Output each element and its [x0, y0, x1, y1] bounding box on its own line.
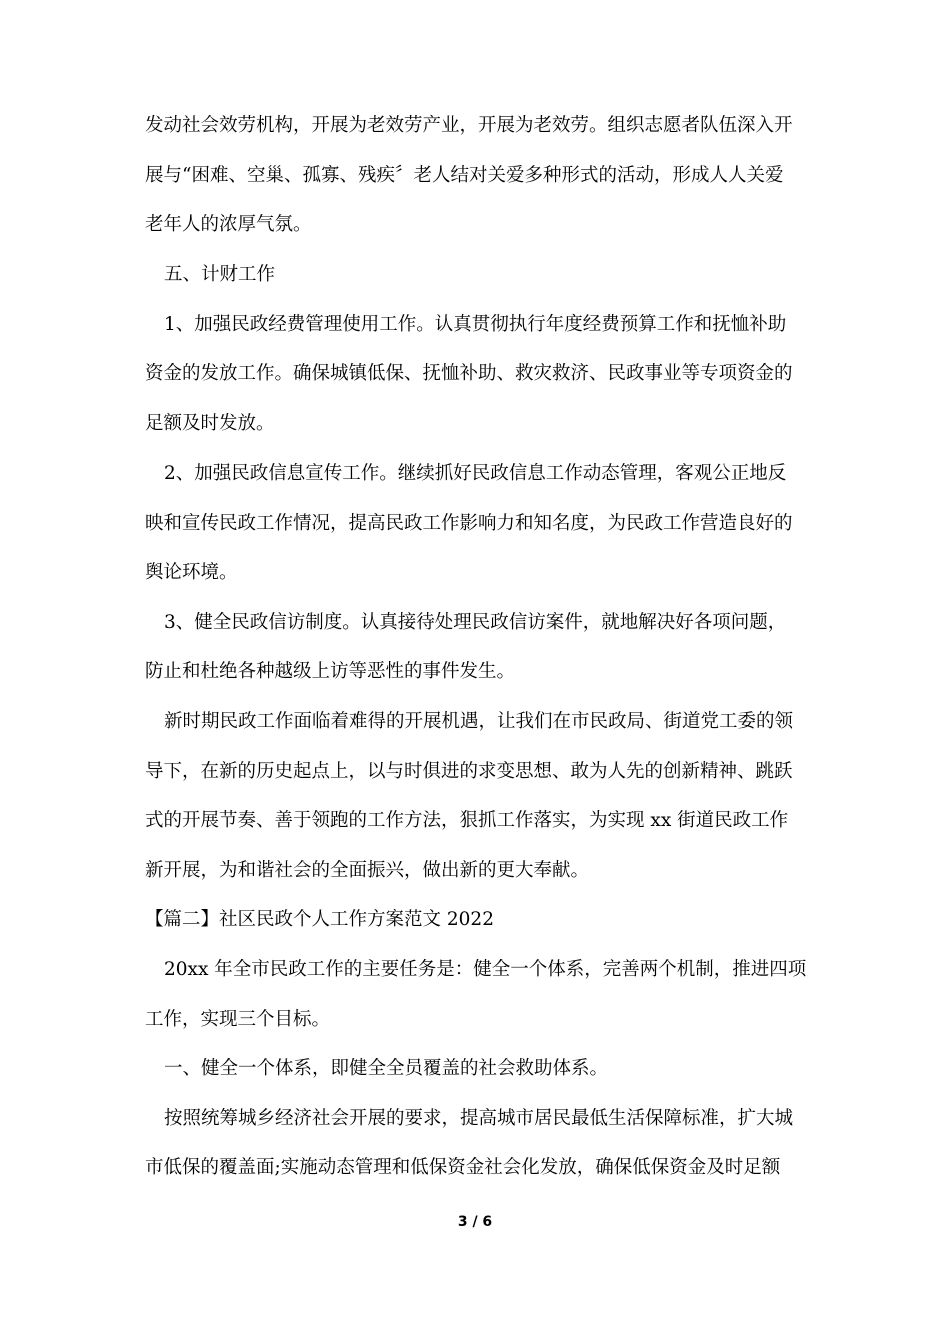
text-line: 新开展，为和谐社会的全面振兴，做出新的更大奉献。: [145, 860, 590, 881]
section-heading: 五、计财工作: [164, 264, 276, 285]
text-line: 按照统筹城乡经济社会开展的要求，提高城市居民最低生活保障标准，扩大城: [164, 1108, 794, 1129]
text-line: 展与“困难、空巢、孤寡、残疾〞老人结对关爱多种形式的活动，形成人人关爱: [145, 165, 784, 186]
article-heading: 【篇二】社区民政个人工作方案范文 2022: [145, 909, 494, 930]
text-line: 防止和杜绝各种越级上访等恶性的事件发生。: [145, 661, 516, 682]
section-heading: 一、健全一个体系，即健全全员覆盖的社会救助体系。: [164, 1058, 609, 1079]
text-line: 资金的发放工作。确保城镇低保、抚恤补助、救灾救济、民政事业等专项资金的: [145, 363, 793, 384]
text-line: 舆论环境。: [145, 562, 238, 583]
text-line: 1、加强民政经费管理使用工作。认真贯彻执行年度经费预算工作和抚恤补助: [164, 314, 787, 335]
text-line: 市低保的覆盖面;实施动态管理和低保资金社会化发放，确保低保资金及时足额: [145, 1157, 781, 1178]
text-line: 20xx 年全市民政工作的主要任务是：健全一个体系，完善两个机制，推进四项: [164, 959, 807, 980]
text-line: 3、健全民政信访制度。认真接待处理民政信访案件，就地解决好各项问题，: [164, 612, 787, 633]
text-line: 工作，实现三个目标。: [145, 1009, 331, 1030]
text-line: 发动社会效劳机构，开展为老效劳产业，开展为老效劳。组织志愿者队伍深入开: [145, 115, 793, 136]
text-line: 老年人的浓厚气氛。: [145, 214, 312, 235]
text-line: 式的开展节奏、善于领跑的工作方法，狠抓工作落实，为实现 xx 街道民政工作: [145, 810, 789, 831]
text-line: 足额及时发放。: [145, 413, 275, 434]
text-line: 2、加强民政信息宣传工作。继续抓好民政信息工作动态管理，客观公正地反: [164, 463, 787, 484]
text-line: 导下，在新的历史起点上，以与时俱进的求变思想、敢为人先的创新精神、跳跃: [145, 761, 793, 782]
text-line: 映和宣传民政工作情况，提高民政工作影响力和知名度，为民政工作营造良好的: [145, 513, 793, 534]
text-line: 新时期民政工作面临着难得的开展机遇，让我们在市民政局、街道党工委的领: [164, 711, 794, 732]
page-number: 3 / 6: [457, 1214, 493, 1230]
